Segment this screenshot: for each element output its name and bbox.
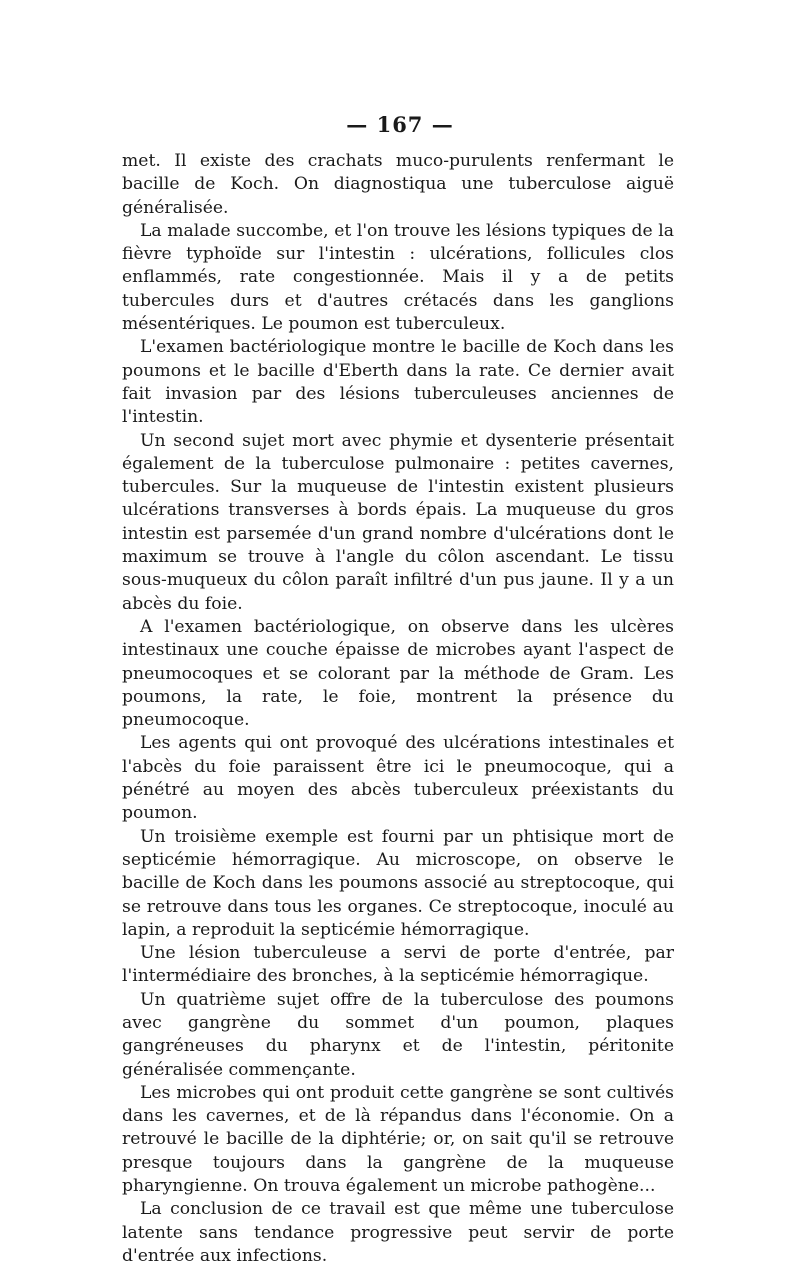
body-text bbox=[122, 150, 674, 1268]
paragraph: L'examen bactériologique montre le bacille de Koch dans les poumons et le bacille d'Eberth dans la rate. Ce dernier avait fait invasion par des lésions tuberculeuses anciennes de l'intestin. bbox=[122, 337, 674, 428]
paragraph: Les microbes qui ont produit cette gangrène se sont cultivés dans les cavernes, et de là répandus dans l'économie. On a retrouvé le bacille de la diphtérie; or, on sait qu'il se retrouve presque toujours dans la gangrène de la muqueuse pharyngienne. On trouva également un microbe pathogène... bbox=[122, 1082, 674, 1197]
paragraph: A l'examen bactériologique, on observe dans les ulcères intestinaux une couche épaisse de microbes ayant l'aspect de pneumocoques et se colorant par la méthode de Gram. Les poumons, la rate, le foie, montrent la présence du pneumocoque. bbox=[122, 616, 674, 731]
paragraph: La conclusion de ce travail est que même une tuberculose latente sans tendance progressive peut servir de porte d'entrée aux infections. bbox=[122, 1199, 674, 1266]
paragraph: met. Il existe des crachats muco-purulents renfermant le bacille de Koch. On diagnostiqua une tuberculose aiguë généralisée. bbox=[122, 151, 674, 218]
paragraph: Un troisième exemple est fourni par un phtisique mort de septicémie hémorragique. Au microscope, on observe le bacille de Koch dans les poumons associé au streptocoque, qui se retrouve dans tous les organes. Ce streptocoque, inoculé au lapin, a reproduit la septicémie hémorragique. bbox=[122, 826, 674, 940]
paragraph: Un second sujet mort avec phymie et dysenterie présentait également de la tuberculose pulmonaire : petites cavernes, tubercules. Sur la muqueuse de l'intestin existent plusieurs ulcérations transverses à bords épais. La muqueuse du gros intestin est parsemée d'un grand nombre d'ulcérations dont le maximum se trouve à l'angle du côlon ascendant. Le tissu sous-muqueux du côlon paraît infiltré d'un pus jaune. Il y a un abcès du foie. bbox=[122, 430, 674, 614]
page-number: — 167 — bbox=[346, 112, 454, 137]
paragraph: La malade succombe, et l'on trouve les lésions typiques de la fièvre typhoïde sur l'intestin : ulcérations, follicules clos enflammés, rate congestionnée. Mais il y a de petits tubercules durs et d'autres crétacés dans les ganglions mésentériques. Le poumon est tuberculeux. bbox=[122, 220, 674, 335]
paragraph: Un quatrième sujet offre de la tuberculose des poumons avec gangrène du sommet d'un poumon, plaques gangréneuses du pharynx et de l'intestin, péritonite généralisée commençante. bbox=[122, 989, 674, 1080]
paragraph: Les agents qui ont provoqué des ulcérations intestinales et l'abcès du foie paraissent être ici le pneumocoque, qui a pénétré au moyen des abcès tuberculeux préexistants du poumon. bbox=[122, 733, 674, 824]
paragraph: Une lésion tuberculeuse a servi de porte d'entrée, par l'intermédiaire des bronches, à la septicémie hémorragique. bbox=[122, 943, 674, 987]
